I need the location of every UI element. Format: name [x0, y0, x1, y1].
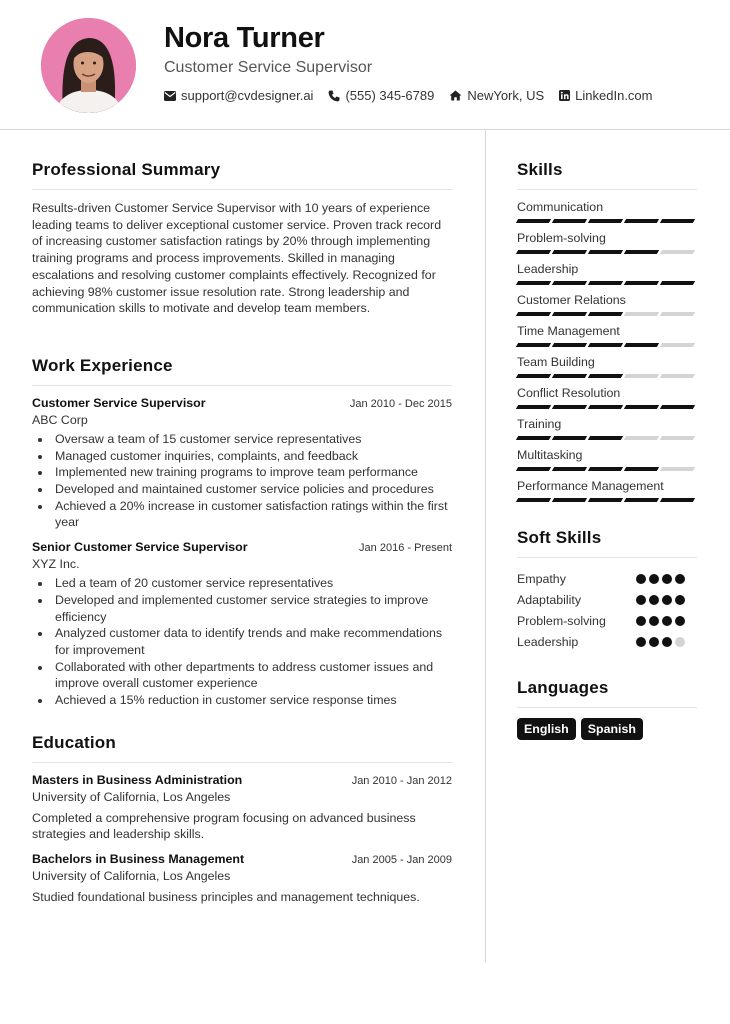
soft-skill-item	[517, 568, 697, 589]
skill-rating	[517, 281, 697, 285]
sidebar-column	[517, 160, 697, 740]
skill-name: Performance Management	[517, 479, 664, 493]
rating-bar-filled	[588, 374, 623, 378]
experience-heading: Work Experience	[32, 356, 452, 386]
rating-bar-filled	[660, 498, 695, 502]
rating-bar-empty	[660, 374, 695, 378]
rating-bar-filled	[660, 281, 695, 285]
rating-dot-filled	[636, 595, 646, 605]
rating-dot-filled	[649, 574, 659, 584]
resume-header	[0, 0, 730, 130]
soft-skill-item	[517, 631, 697, 652]
contact-phone[interactable]	[328, 88, 434, 103]
rating-bar-filled	[588, 498, 623, 502]
rating-dot-filled	[649, 616, 659, 626]
rating-bar-filled	[624, 405, 659, 409]
languages-heading: Languages	[517, 678, 697, 708]
soft-skill-rating	[636, 637, 685, 647]
rating-bar-filled	[516, 312, 551, 316]
rating-bar-filled	[624, 281, 659, 285]
education-entry	[32, 773, 452, 843]
skill-item	[517, 355, 697, 378]
education-dates: Jan 2005 - Jan 2009	[351, 854, 452, 867]
rating-bar-empty	[660, 312, 695, 316]
candidate-name: Nora Turner	[164, 22, 325, 54]
phone-icon	[328, 90, 340, 102]
skill-name: Leadership	[517, 262, 579, 276]
contact-email[interactable]	[164, 88, 313, 103]
linkedin-icon	[559, 90, 570, 101]
rating-bar-filled	[588, 281, 623, 285]
education-dates: Jan 2010 - Jan 2012	[351, 774, 452, 787]
rating-dot-filled	[675, 616, 685, 626]
rating-bar-filled	[588, 219, 623, 223]
skill-item	[517, 324, 697, 347]
rating-bar-filled	[552, 498, 587, 502]
rating-bar-filled	[624, 250, 659, 254]
language-badge: Spanish	[581, 718, 643, 740]
job-bullets	[32, 431, 452, 531]
soft-skill-rating	[636, 595, 685, 605]
rating-bar-filled	[516, 219, 551, 223]
rating-dot-filled	[662, 574, 672, 584]
rating-bar-empty	[624, 312, 659, 316]
job-bullet: Analyzed customer data to identify trends and make recommendations for improvement	[32, 625, 452, 658]
soft-skill-rating	[636, 574, 685, 584]
skill-rating	[517, 498, 697, 502]
profile-photo	[41, 18, 136, 113]
rating-bar-filled	[624, 219, 659, 223]
skill-item	[517, 200, 697, 223]
job-bullet: Implemented new training programs to improve team performance	[32, 464, 452, 481]
job-company: XYZ Inc.	[32, 557, 80, 572]
job-bullets	[32, 575, 452, 709]
job-role: Senior Customer Service Supervisor	[32, 540, 248, 555]
rating-bar-filled	[552, 405, 587, 409]
summary-text: Results-driven Customer Service Supervisor with 10 years of experience leading teams to deliver exceptional customer service. Proven track record of increasing customer satisfaction ratings by 20% through implementing training programs and process improvements. Skilled in managing escalations and resolving customer complaints effectively. Recognized for achieving 98% customer issue resolution rate. Strong leadership and communication skills to motivate and develop team members.	[32, 201, 442, 316]
soft-skill-item	[517, 589, 697, 610]
skill-rating	[517, 374, 697, 378]
job-bullet: Achieved a 20% increase in customer satisfaction ratings within the first year	[32, 498, 452, 531]
job-entry	[32, 396, 452, 531]
column-divider	[485, 130, 486, 962]
skill-rating	[517, 405, 697, 409]
school-name: University of California, Los Angeles	[32, 789, 231, 804]
main-column	[32, 160, 452, 912]
skill-item	[517, 386, 697, 409]
summary-heading: Professional Summary	[32, 160, 452, 190]
rating-bar-filled	[516, 281, 551, 285]
rating-bar-filled	[588, 467, 623, 471]
rating-bar-filled	[624, 467, 659, 471]
location-text: NewYork, US	[467, 88, 545, 103]
avatar	[41, 18, 136, 113]
home-icon	[449, 90, 462, 101]
job-bullet: Managed customer inquiries, complaints, and feedback	[32, 448, 452, 465]
rating-bar-filled	[588, 405, 623, 409]
skills-heading: Skills	[517, 160, 697, 190]
rating-dot-filled	[662, 595, 672, 605]
contact-linkedin[interactable]	[559, 88, 652, 103]
skill-item	[517, 417, 697, 440]
skill-rating	[517, 250, 697, 254]
skill-item	[517, 231, 697, 254]
rating-bar-filled	[624, 343, 659, 347]
soft-skill-name: Empathy	[517, 571, 566, 586]
email-icon	[164, 91, 176, 101]
language-badge: English	[517, 718, 576, 740]
rating-dot-filled	[636, 616, 646, 626]
degree-name: Masters in Business Administration	[32, 772, 243, 787]
linkedin-text: LinkedIn.com	[575, 88, 653, 103]
rating-bar-filled	[552, 250, 587, 254]
rating-bar-empty	[660, 343, 695, 347]
rating-bar-filled	[588, 250, 623, 254]
soft-skills-list	[517, 568, 697, 652]
email-text: support@cvdesigner.ai	[181, 88, 314, 103]
candidate-title: Customer Service Supervisor	[164, 59, 373, 76]
contact-location	[449, 88, 544, 103]
job-company: ABC Corp	[32, 412, 88, 427]
job-bullet: Led a team of 20 customer service representatives	[32, 575, 452, 592]
school-name: University of California, Los Angeles	[32, 869, 231, 884]
rating-bar-filled	[516, 436, 551, 440]
rating-dot-filled	[662, 637, 672, 647]
rating-bar-empty	[624, 374, 659, 378]
rating-dot-filled	[675, 574, 685, 584]
rating-bar-filled	[552, 374, 587, 378]
skill-rating	[517, 467, 697, 471]
languages-list	[517, 718, 697, 740]
rating-bar-filled	[624, 498, 659, 502]
rating-dot-filled	[675, 595, 685, 605]
soft-skill-rating	[636, 616, 685, 626]
degree-name: Bachelors in Business Management	[32, 852, 245, 867]
rating-bar-filled	[516, 498, 551, 502]
soft-skill-name: Leadership	[517, 634, 579, 649]
skill-name: Conflict Resolution	[517, 386, 621, 400]
skill-rating	[517, 343, 697, 347]
job-dates: Jan 2016 - Present	[359, 542, 452, 555]
rating-bar-filled	[588, 312, 623, 316]
rating-bar-empty	[624, 436, 659, 440]
skill-item	[517, 479, 697, 502]
rating-bar-filled	[516, 250, 551, 254]
rating-bar-filled	[552, 312, 587, 316]
education-heading: Education	[32, 733, 452, 763]
skill-item	[517, 448, 697, 471]
education-description: Studied foundational business principles and management techniques.	[32, 890, 420, 905]
soft-skill-item	[517, 610, 697, 631]
skill-name: Problem-solving	[517, 231, 606, 245]
job-bullet: Developed and implemented customer service strategies to improve efficiency	[32, 592, 452, 625]
soft-skill-name: Adaptability	[517, 592, 582, 607]
soft-skills-heading: Soft Skills	[517, 528, 697, 558]
rating-bar-filled	[660, 219, 695, 223]
rating-bar-filled	[552, 281, 587, 285]
job-bullet: Achieved a 15% reduction in customer service response times	[32, 692, 452, 709]
skills-list	[517, 200, 697, 502]
rating-dot-filled	[636, 574, 646, 584]
job-role: Customer Service Supervisor	[32, 395, 206, 410]
rating-bar-empty	[660, 467, 695, 471]
phone-text: (555) 345-6789	[345, 88, 435, 103]
rating-bar-filled	[660, 405, 695, 409]
rating-bar-filled	[516, 467, 551, 471]
rating-bar-filled	[516, 343, 551, 347]
rating-bar-filled	[516, 405, 551, 409]
rating-bar-filled	[588, 343, 623, 347]
rating-bar-filled	[552, 436, 587, 440]
skill-name: Team Building	[517, 355, 595, 369]
skill-rating	[517, 312, 697, 316]
rating-dot-filled	[649, 637, 659, 647]
skill-rating	[517, 219, 697, 223]
rating-bar-filled	[588, 436, 623, 440]
rating-dot-filled	[662, 616, 672, 626]
rating-dot-filled	[636, 637, 646, 647]
rating-bar-empty	[660, 436, 695, 440]
job-dates: Jan 2010 - Dec 2015	[349, 397, 452, 410]
skill-item	[517, 262, 697, 285]
skill-rating	[517, 436, 697, 440]
rating-bar-filled	[552, 219, 587, 223]
rating-bar-filled	[516, 374, 551, 378]
rating-dot-empty	[675, 637, 685, 647]
skill-name: Communication	[517, 200, 604, 214]
skill-name: Customer Relations	[517, 293, 626, 307]
rating-bar-empty	[660, 250, 695, 254]
rating-dot-filled	[649, 595, 659, 605]
job-bullet: Oversaw a team of 15 customer service representatives	[32, 431, 452, 448]
rating-bar-filled	[552, 343, 587, 347]
skill-item	[517, 293, 697, 316]
job-entry	[32, 540, 452, 709]
contact-bar	[164, 88, 668, 103]
skill-name: Training	[517, 417, 562, 431]
skill-name: Time Management	[517, 324, 620, 338]
job-bullet: Collaborated with other departments to address customer issues and improve overall customer experience	[32, 659, 452, 692]
rating-bar-filled	[552, 467, 587, 471]
education-entry	[32, 852, 452, 906]
soft-skill-name: Problem-solving	[517, 613, 606, 628]
skill-name: Multitasking	[517, 448, 583, 462]
job-bullet: Developed and maintained customer service policies and procedures	[32, 481, 452, 498]
education-description: Completed a comprehensive program focusing on advanced business strategies and leadership skills.	[32, 810, 416, 842]
